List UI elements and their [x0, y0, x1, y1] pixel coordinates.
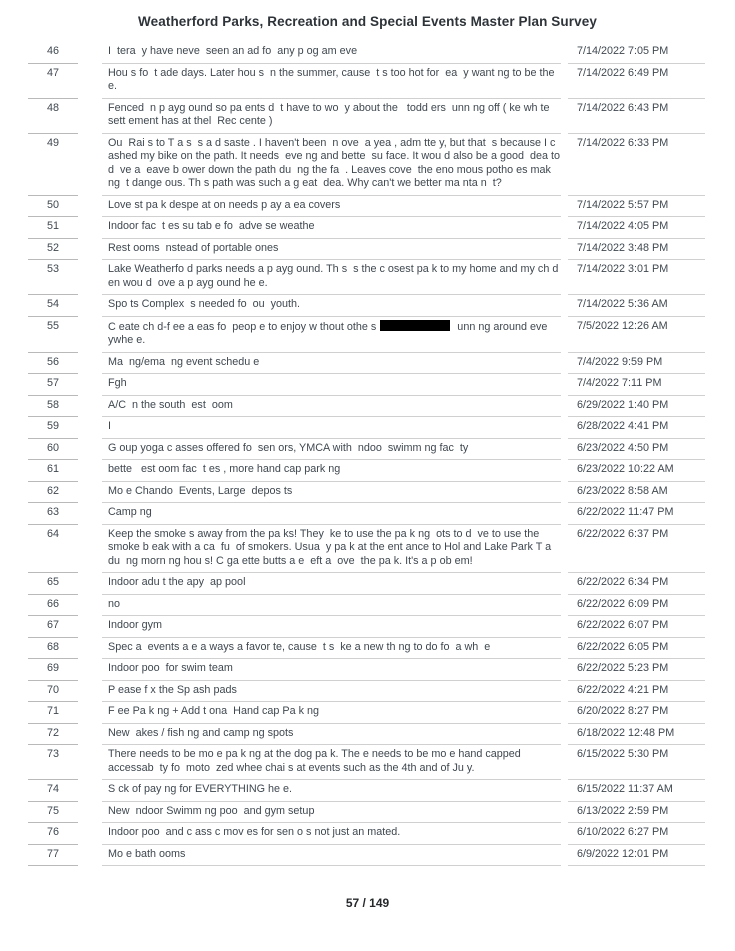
response-text: P ease f x the Sp ash pads — [102, 681, 561, 703]
column-gap — [78, 196, 102, 218]
column-gap — [561, 260, 568, 295]
response-text: Keep the smoke s away from the pa ks! They ke to use the pa k ng ots to d ve to use the smoke b eak with a ca fu of smokers. Usua y pa k at the ent ance to Hol and Lake Park T a du ng morn ng hou s! C ga ette butts a e eft a ove the pa k. It's a p ob em! — [102, 525, 561, 574]
column-gap — [78, 525, 102, 574]
column-gap — [561, 638, 568, 660]
response-text: C eate ch d-f ee a eas fo peop e to enjoy w thout othe s unn ng around eve ywhe e. — [102, 317, 561, 353]
table-row — [28, 417, 705, 439]
column-gap — [561, 64, 568, 99]
response-date: 6/23/2022 8:58 AM — [568, 482, 705, 504]
responses-table — [28, 42, 705, 866]
table-row — [28, 638, 705, 660]
table-row — [28, 659, 705, 681]
response-text: Fenced n p ayg ound so pa ents d t have to wo y about the todd ers unn ng off ( ke wh te sett ement has at thel Rec cente ) — [102, 99, 561, 134]
response-text: Ou Rai s to T a s s a d saste . I haven't been n ove a yea , adm tte y, but that s because I c ashed my bike on the path. It needs eve ng and bette su face. It wou d also be a good dea to d ve a eave b ower down the path du ng the fa . Leaves cove the eno mous potho es mak ng t dange ous. Th s path was such a g eat dea. Why can't we better ma nta n t? — [102, 134, 561, 196]
response-text: F ee Pa k ng + Add t ona Hand cap Pa k ng — [102, 702, 561, 724]
response-number: 66 — [28, 595, 78, 617]
column-gap — [78, 42, 102, 64]
response-number: 60 — [28, 439, 78, 461]
column-gap — [78, 573, 102, 595]
response-text: Indoor gym — [102, 616, 561, 638]
column-gap — [78, 317, 102, 353]
column-gap — [561, 525, 568, 574]
table-row — [28, 681, 705, 703]
response-text: Spo ts Complex s needed fo ou youth. — [102, 295, 561, 317]
response-number: 56 — [28, 353, 78, 375]
response-number: 57 — [28, 374, 78, 396]
table-row — [28, 134, 705, 196]
column-gap — [561, 780, 568, 802]
response-number: 76 — [28, 823, 78, 845]
response-number: 50 — [28, 196, 78, 218]
table-row — [28, 295, 705, 317]
response-number: 67 — [28, 616, 78, 638]
table-row — [28, 702, 705, 724]
response-date: 6/22/2022 6:37 PM — [568, 525, 705, 574]
response-number: 63 — [28, 503, 78, 525]
column-gap — [561, 374, 568, 396]
table-row — [28, 724, 705, 746]
column-gap — [78, 745, 102, 780]
table-row — [28, 217, 705, 239]
response-number: 70 — [28, 681, 78, 703]
response-number: 46 — [28, 42, 78, 64]
table-row — [28, 525, 705, 574]
response-date: 7/14/2022 3:01 PM — [568, 260, 705, 295]
response-number: 64 — [28, 525, 78, 574]
response-number: 61 — [28, 460, 78, 482]
response-date: 7/14/2022 6:33 PM — [568, 134, 705, 196]
table-row — [28, 745, 705, 780]
response-number: 72 — [28, 724, 78, 746]
response-text: no — [102, 595, 561, 617]
response-date: 6/9/2022 12:01 PM — [568, 845, 705, 867]
response-number: 73 — [28, 745, 78, 780]
response-date: 7/4/2022 7:11 PM — [568, 374, 705, 396]
response-date: 7/14/2022 3:48 PM — [568, 239, 705, 261]
column-gap — [561, 239, 568, 261]
table-row — [28, 260, 705, 295]
table-row — [28, 573, 705, 595]
column-gap — [561, 503, 568, 525]
response-date: 7/14/2022 5:36 AM — [568, 295, 705, 317]
column-gap — [78, 417, 102, 439]
table-row — [28, 374, 705, 396]
column-gap — [78, 217, 102, 239]
column-gap — [78, 353, 102, 375]
column-gap — [78, 724, 102, 746]
table-row — [28, 396, 705, 418]
column-gap — [78, 439, 102, 461]
response-text: bette est oom fac t es , more hand cap park ng — [102, 460, 561, 482]
table-row — [28, 616, 705, 638]
column-gap — [78, 460, 102, 482]
column-gap — [561, 702, 568, 724]
response-text: Indoor poo for swim team — [102, 659, 561, 681]
column-gap — [561, 295, 568, 317]
column-gap — [561, 196, 568, 218]
table-row — [28, 42, 705, 64]
column-gap — [78, 396, 102, 418]
table-row — [28, 64, 705, 99]
column-gap — [78, 702, 102, 724]
column-gap — [561, 659, 568, 681]
column-gap — [561, 42, 568, 64]
table-row — [28, 439, 705, 461]
table-row — [28, 482, 705, 504]
response-date: 6/23/2022 4:50 PM — [568, 439, 705, 461]
response-text: New ndoor Swimm ng poo and gym setup — [102, 802, 561, 824]
response-date: 6/10/2022 6:27 PM — [568, 823, 705, 845]
column-gap — [561, 823, 568, 845]
column-gap — [78, 595, 102, 617]
response-number: 54 — [28, 295, 78, 317]
table-row — [28, 780, 705, 802]
response-date: 7/14/2022 7:05 PM — [568, 42, 705, 64]
response-text: Fgh — [102, 374, 561, 396]
response-text: I — [102, 417, 561, 439]
response-date: 7/14/2022 5:57 PM — [568, 196, 705, 218]
table-row — [28, 239, 705, 261]
column-gap — [78, 845, 102, 867]
response-number: 77 — [28, 845, 78, 867]
page-number: 57 / 149 — [345, 896, 390, 910]
response-date: 6/18/2022 12:48 PM — [568, 724, 705, 746]
response-date: 6/22/2022 11:47 PM — [568, 503, 705, 525]
response-text: Mo e bath ooms — [102, 845, 561, 867]
column-gap — [78, 503, 102, 525]
column-gap — [78, 616, 102, 638]
table-row — [28, 802, 705, 824]
response-text: S ck of pay ng for EVERYTHING he e. — [102, 780, 561, 802]
response-number: 62 — [28, 482, 78, 504]
response-date: 7/4/2022 9:59 PM — [568, 353, 705, 375]
column-gap — [561, 745, 568, 780]
response-text: Lake Weatherfo d parks needs a p ayg ound. Th s s the c osest pa k to my home and my ch d en wou d ove a p ayg ound he e. — [102, 260, 561, 295]
response-number: 48 — [28, 99, 78, 134]
column-gap — [561, 134, 568, 196]
column-gap — [78, 239, 102, 261]
response-number: 52 — [28, 239, 78, 261]
column-gap — [561, 573, 568, 595]
column-gap — [78, 482, 102, 504]
response-date: 6/22/2022 6:09 PM — [568, 595, 705, 617]
response-date: 6/13/2022 2:59 PM — [568, 802, 705, 824]
column-gap — [78, 780, 102, 802]
response-number: 49 — [28, 134, 78, 196]
response-text: There needs to be mo e pa k ng at the dog pa k. The e needs to be mo e hand capped accessab ty fo moto zed whee chai s at events such as the 4th and of Ju y. — [102, 745, 561, 780]
response-date: 7/14/2022 6:49 PM — [568, 64, 705, 99]
response-text: Indoor fac t es su tab e fo adve se weathe — [102, 217, 561, 239]
table-row — [28, 317, 705, 353]
response-number: 65 — [28, 573, 78, 595]
column-gap — [561, 317, 568, 353]
response-number: 47 — [28, 64, 78, 99]
response-date: 6/15/2022 5:30 PM — [568, 745, 705, 780]
response-number: 71 — [28, 702, 78, 724]
response-date: 6/22/2022 6:05 PM — [568, 638, 705, 660]
response-text: Camp ng — [102, 503, 561, 525]
column-gap — [78, 823, 102, 845]
column-gap — [78, 64, 102, 99]
column-gap — [78, 681, 102, 703]
table-row — [28, 823, 705, 845]
column-gap — [561, 99, 568, 134]
response-date: 7/14/2022 4:05 PM — [568, 217, 705, 239]
response-text: Hou s fo t ade days. Later hou s n the summer, cause t s too hot for ea y want ng to be the e. — [102, 64, 561, 99]
response-text: I tera y have neve seen an ad fo any p og am eve — [102, 42, 561, 64]
column-gap — [78, 659, 102, 681]
column-gap — [561, 681, 568, 703]
column-gap — [561, 595, 568, 617]
column-gap — [561, 460, 568, 482]
column-gap — [78, 134, 102, 196]
column-gap — [561, 616, 568, 638]
table-row — [28, 595, 705, 617]
column-gap — [561, 396, 568, 418]
table-row — [28, 196, 705, 218]
column-gap — [561, 353, 568, 375]
table-row — [28, 503, 705, 525]
response-date: 6/28/2022 4:41 PM — [568, 417, 705, 439]
response-number: 75 — [28, 802, 78, 824]
response-text: Love st pa k despe at on needs p ay a ea covers — [102, 196, 561, 218]
column-gap — [561, 217, 568, 239]
response-text: G oup yoga c asses offered fo sen ors, YMCA with ndoo swimm ng fac ty — [102, 439, 561, 461]
response-number: 53 — [28, 260, 78, 295]
response-text: New akes / fish ng and camp ng spots — [102, 724, 561, 746]
response-number: 68 — [28, 638, 78, 660]
column-gap — [561, 439, 568, 461]
response-date: 6/22/2022 6:07 PM — [568, 616, 705, 638]
response-number: 58 — [28, 396, 78, 418]
response-date: 6/15/2022 11:37 AM — [568, 780, 705, 802]
table-row — [28, 845, 705, 867]
response-number: 69 — [28, 659, 78, 681]
response-text: Spec a events a e a ways a favor te, cause t s ke a new th ng to do fo a wh e — [102, 638, 561, 660]
response-text: Indoor poo and c ass c mov es for sen o s not just an mated. — [102, 823, 561, 845]
response-date: 6/23/2022 10:22 AM — [568, 460, 705, 482]
response-date: 6/20/2022 8:27 PM — [568, 702, 705, 724]
column-gap — [78, 99, 102, 134]
response-date: 7/5/2022 12:26 AM — [568, 317, 705, 353]
column-gap — [561, 724, 568, 746]
column-gap — [78, 295, 102, 317]
page-title: Weatherford Parks, Recreation and Special Events Master Plan Survey — [138, 14, 597, 29]
response-date: 6/22/2022 5:23 PM — [568, 659, 705, 681]
column-gap — [561, 417, 568, 439]
response-text: Rest ooms nstead of portable ones — [102, 239, 561, 261]
response-number: 51 — [28, 217, 78, 239]
response-text: A/C n the south est oom — [102, 396, 561, 418]
response-text: Ma ng/ema ng event schedu e — [102, 353, 561, 375]
response-number: 74 — [28, 780, 78, 802]
table-row — [28, 353, 705, 375]
table-row — [28, 460, 705, 482]
column-gap — [78, 260, 102, 295]
column-gap — [78, 638, 102, 660]
table-row — [28, 99, 705, 134]
column-gap — [561, 845, 568, 867]
response-number: 55 — [28, 317, 78, 353]
response-text: Mo e Chando Events, Large depos ts — [102, 482, 561, 504]
column-gap — [78, 802, 102, 824]
response-number: 59 — [28, 417, 78, 439]
response-date: 7/14/2022 6:43 PM — [568, 99, 705, 134]
redaction-box — [380, 320, 450, 331]
response-text: Indoor adu t the apy ap pool — [102, 573, 561, 595]
response-date: 6/22/2022 6:34 PM — [568, 573, 705, 595]
response-date: 6/29/2022 1:40 PM — [568, 396, 705, 418]
column-gap — [561, 802, 568, 824]
response-date: 6/22/2022 4:21 PM — [568, 681, 705, 703]
column-gap — [78, 374, 102, 396]
column-gap — [561, 482, 568, 504]
